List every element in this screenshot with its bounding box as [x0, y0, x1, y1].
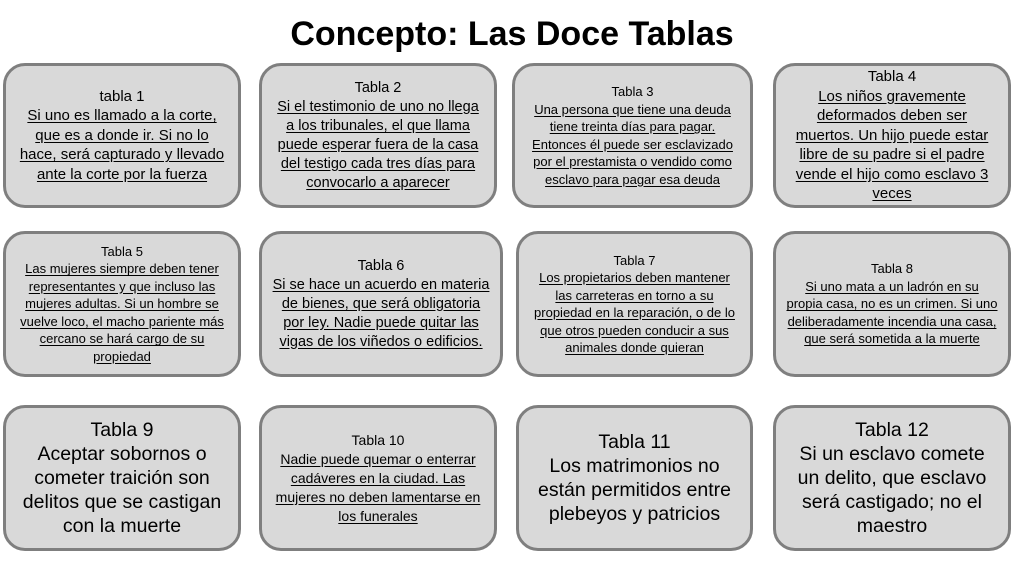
tabla-5-card [3, 231, 241, 377]
tabla-9-card [3, 405, 241, 551]
tabla-4-heading: Tabla 4 [867, 68, 917, 86]
tabla-1-heading: tabla 1 [99, 87, 145, 105]
tabla-9-heading: Tabla 9 [90, 419, 154, 441]
tabla-3-card [512, 63, 753, 208]
tabla-2-heading: Tabla 2 [354, 79, 402, 96]
tabla-8-text: Si uno mata a un ladrón en su propia casa, no es un crimen. Si uno deliberadamente incendia una casa, que será sometida a la muerte [786, 278, 998, 347]
tabla-12-text: Si un esclavo comete un delito, que esclavo será castigado; no el maestro [797, 443, 987, 537]
tabla-8-card [773, 231, 1011, 377]
tabla-3-heading: Tabla 3 [611, 84, 654, 99]
tabla-11-heading: Tabla 11 [598, 431, 671, 453]
tabla-6-text: Si se hace un acuerdo en materia de bienes, que será obligatoria por ley. Nadie puede quitar las vigas de los viñedos o edificios. [272, 276, 490, 350]
tabla-2-card [259, 63, 497, 208]
tabla-10-card [259, 405, 497, 551]
tabla-1-text: Si uno es llamado a la corte, que es a donde ir. Si no lo hace, será capturado y llevado ante la corte por la fuerza [19, 107, 225, 183]
tabla-4-card [773, 63, 1011, 208]
tabla-7-text: Los propietarios deben mantener las carreteras en torno a su propiedad en la reparación, o de lo que otros pueden conducir a sus animales donde quieran [534, 270, 735, 355]
tabla-12-card [773, 405, 1011, 551]
tabla-6-heading: Tabla 6 [357, 257, 405, 274]
tabla-12-heading: Tabla 12 [855, 419, 929, 441]
tabla-8-heading: Tabla 8 [871, 261, 913, 277]
tabla-1-card [3, 63, 241, 208]
tabla-5-heading: Tabla 5 [101, 243, 143, 259]
tabla-10-heading: Tabla 10 [351, 431, 405, 448]
tabla-11-card [516, 405, 753, 551]
tabla-11-text: Los matrimonios no están permitidos entre plebeyos y patricios [538, 455, 731, 525]
tabla-9-text: Aceptar sobornos o cometer traición son delitos que se castigan con la muerte [22, 443, 222, 537]
tabla-4-text: Los niños gravemente deformados deben ser muertos. Un hijo puede estar libre de su padre si el padre vende el hijo como esclavo 3 veces [795, 87, 989, 203]
page-title: Concepto: Las Doce Tablas [290, 15, 734, 53]
tabla-3-text: Una persona que tiene una deuda tiene treinta días para pagar. Entonces él puede ser esclavizado por el prestamista o vendido como esclavo para pagar esa deuda [532, 101, 733, 187]
tabla-2-text: Si el testimonio de uno no llega a los tribunales, el que llama puede esperar fuera de la casa del testigo cada tres días para convocarlo a aparecer [277, 98, 479, 191]
tabla-5-text: Las mujeres siempre deben tener representantes y que incluso las mujeres adultas. Si un hombre se vuelve loco, el macho pariente más cercano se hará cargo de su propiedad [20, 261, 224, 364]
tabla-10-text: Nadie puede quemar o enterrar cadáveres en la ciudad. Las mujeres no deben lamentarse en los funerales [275, 450, 481, 524]
tabla-6-card [259, 231, 503, 377]
tabla-7-card [516, 231, 753, 377]
tabla-7-heading: Tabla 7 [613, 252, 656, 268]
